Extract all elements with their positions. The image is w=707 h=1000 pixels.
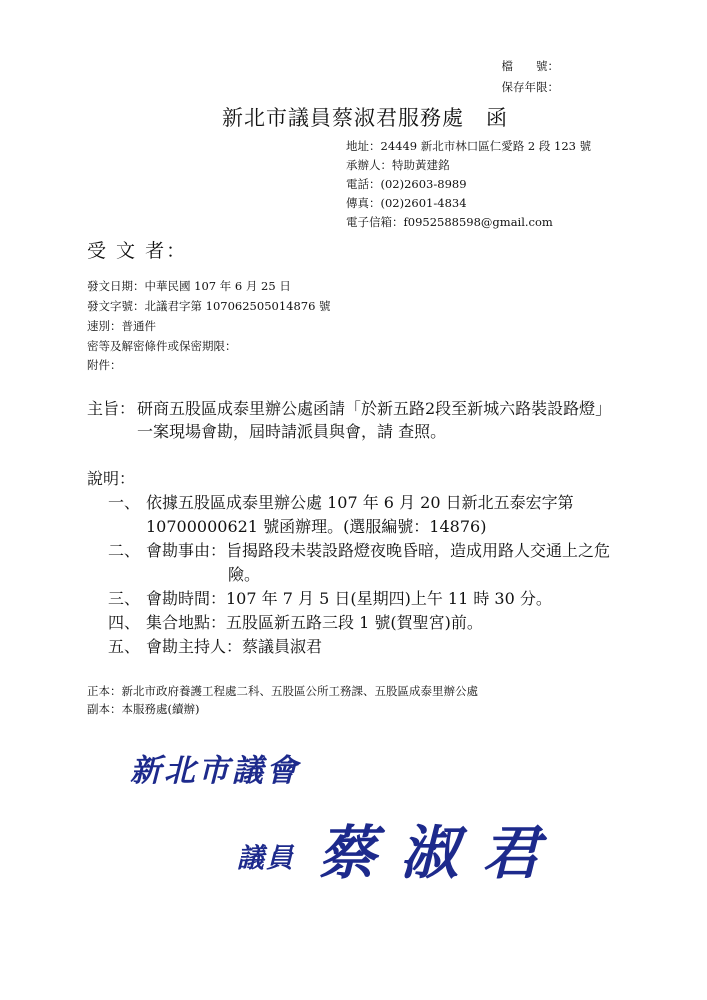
- contact-fax: 傳真：(02)2601-4834: [346, 196, 467, 210]
- contact-email: 電子信箱：f0952588598@gmail.com: [346, 215, 553, 229]
- item-1-line-2: 10700000621 號函辦理。(選服編號：14876): [146, 517, 487, 536]
- letter-title: 新北市議員蔡淑君服務處 函: [222, 106, 508, 130]
- retention-period-label: 保存年限：: [501, 80, 559, 94]
- issue-date: 發文日期：中華民國 107 年 6 月 25 日: [87, 279, 291, 293]
- delivery-speed: 速別：普通件: [87, 319, 156, 333]
- item-5-line-1: 會勘主持人：蔡議員淑君: [146, 637, 323, 656]
- item-4-line-1: 集合地點：五股區新五路三段 1 號(賀聖宮)前。: [146, 613, 483, 632]
- subject-line-1: 研商五股區成泰里辦公處函請「於新五路2段至新城六路裝設路燈」: [137, 399, 612, 418]
- contact-handler: 承辦人：特助黃建銘: [346, 158, 450, 172]
- distribution-copy: 副本：本服務處(續辦): [87, 702, 200, 716]
- item-2-line-1: 會勘事由：旨揭路段未裝設路燈夜晚昏暗，造成用路人交通上之危: [146, 541, 611, 560]
- item-3-line-1: 會勘時間：107 年 7 月 5 日(星期四)上午 11 時 30 分。: [146, 589, 552, 608]
- councilor-name-stamp: 蔡淑君: [318, 819, 565, 887]
- councilor-title-stamp: 議員: [237, 843, 295, 874]
- recipient-label: 受 文 者：: [87, 240, 188, 262]
- subject-line-2: 一案現場會勘，屆時請派員與會，請 查照。: [137, 422, 447, 441]
- security-level: 密等及解密條件或保密期限：: [87, 339, 237, 353]
- item-5-number: 五、: [108, 637, 141, 656]
- distribution-original: 正本：新北市政府養護工程處二科、五股區公所工務課、五股區成泰里辦公處: [87, 684, 478, 698]
- explanation-label: 說明：: [87, 469, 136, 488]
- item-3-number: 三、: [108, 589, 141, 608]
- document-number: 發文字號：北議君字第 107062505014876 號: [87, 299, 331, 313]
- council-stamp: 新北市議會: [130, 753, 300, 789]
- subject-label: 主旨：: [87, 399, 136, 418]
- item-2-line-2: 險。: [228, 565, 261, 584]
- item-1-line-1: 依據五股區成泰里辦公處 107 年 6 月 20 日新北五泰宏字第: [146, 493, 574, 512]
- file-number-label: 檔 號：: [501, 59, 559, 73]
- item-2-number: 二、: [108, 541, 141, 560]
- contact-address: 地址：24449 新北市林口區仁愛路 2 段 123 號: [346, 139, 592, 153]
- item-4-number: 四、: [108, 613, 141, 632]
- attachment: 附件：: [87, 358, 122, 372]
- contact-phone: 電話：(02)2603-8989: [346, 177, 467, 191]
- item-1-number: 一、: [108, 493, 141, 512]
